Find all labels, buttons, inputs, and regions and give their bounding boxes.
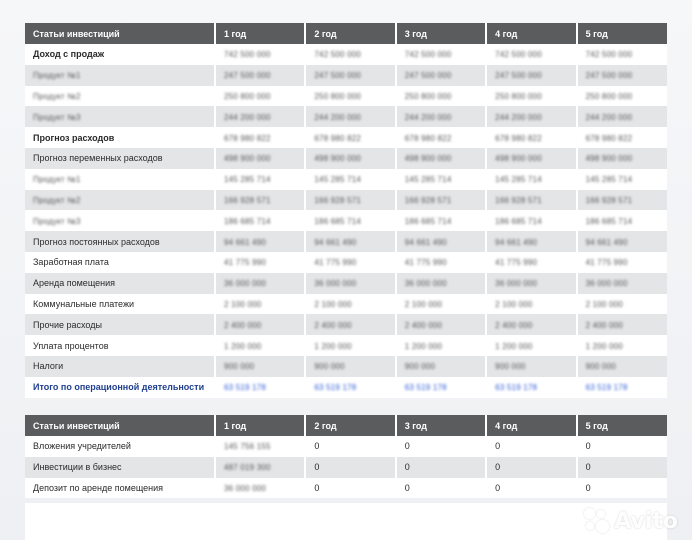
row-label — [25, 169, 215, 190]
value-text: 0 — [404, 462, 410, 473]
value-cell — [305, 106, 395, 127]
value-cell — [396, 231, 486, 252]
value-cell — [486, 65, 576, 86]
blurred-value: 166 928 571 — [314, 195, 362, 205]
row-label — [25, 436, 215, 457]
blurred-value: 94 661 490 — [224, 237, 267, 247]
value-cell — [305, 294, 395, 315]
value-cell — [305, 335, 395, 356]
blurred-value: 41 775 990 — [585, 258, 628, 268]
blurred-value: 900 000 — [224, 362, 255, 372]
value-cell — [305, 210, 395, 231]
value-cell — [215, 127, 305, 148]
blurred-value: 145 756 155 — [224, 442, 271, 452]
table-row — [25, 231, 667, 252]
value-cell — [396, 65, 486, 86]
value-cell — [577, 44, 667, 65]
value-cell — [215, 436, 305, 457]
value-cell — [215, 169, 305, 190]
value-cell — [577, 294, 667, 315]
value-cell — [215, 44, 305, 65]
blurred-value: 166 928 571 — [585, 195, 633, 205]
table-row — [25, 377, 667, 398]
blurred-value: 678 980 822 — [404, 133, 452, 143]
table-row — [25, 436, 667, 457]
value-cell — [577, 231, 667, 252]
value-cell — [305, 273, 395, 294]
value-cell — [486, 252, 576, 273]
table-row — [25, 44, 667, 65]
row-label — [25, 478, 215, 499]
value-cell — [305, 252, 395, 273]
row-label — [25, 106, 215, 127]
value-text: 0 — [314, 441, 320, 452]
blurred-value: 742 500 000 — [224, 50, 271, 60]
row-label — [25, 377, 215, 398]
value-cell — [577, 127, 667, 148]
value-cell — [215, 314, 305, 335]
blurred-value: 247 500 000 — [224, 71, 271, 81]
blurred-value: 41 775 990 — [314, 258, 357, 268]
blurred-value: 498 900 000 — [585, 154, 633, 164]
value-cell — [486, 436, 576, 457]
header-cell: 5 год — [577, 23, 667, 44]
blurred-value: 498 900 000 — [495, 154, 542, 164]
blurred-value: 498 900 000 — [224, 154, 271, 164]
blurred-value: 94 661 490 — [495, 237, 538, 247]
value-cell — [396, 127, 486, 148]
blurred-value: 145 285 714 — [404, 175, 452, 185]
value-cell — [486, 106, 576, 127]
header-cell: 4 год — [486, 415, 576, 436]
value-cell — [486, 273, 576, 294]
value-text: 0 — [495, 441, 501, 452]
row-label-text: Продукт №3 — [33, 216, 81, 226]
value-cell — [396, 335, 486, 356]
value-cell — [305, 148, 395, 169]
blurred-value: 63 519 178 — [314, 383, 357, 393]
header-cell: 2 год — [305, 415, 395, 436]
row-label-text: Доход с продаж — [33, 49, 105, 60]
blurred-value: 166 928 571 — [224, 195, 271, 205]
table-row — [25, 294, 667, 315]
row-label-text: Продукт №3 — [33, 112, 81, 122]
value-cell — [396, 169, 486, 190]
value-cell — [396, 44, 486, 65]
value-cell — [396, 86, 486, 107]
value-cell — [486, 457, 576, 478]
header-cell: Статьи инвестиций — [25, 23, 215, 44]
value-cell — [396, 106, 486, 127]
blurred-value: 244 200 000 — [314, 112, 362, 122]
blurred-value: 2 400 000 — [224, 320, 262, 330]
value-cell — [215, 457, 305, 478]
row-label — [25, 294, 215, 315]
header-cell: 2 год — [305, 23, 395, 44]
value-cell — [486, 356, 576, 377]
value-cell — [577, 106, 667, 127]
blurred-value: 900 000 — [404, 362, 436, 372]
blurred-value: 1 200 000 — [224, 341, 262, 351]
row-label — [25, 457, 215, 478]
blurred-value: 244 200 000 — [404, 112, 452, 122]
row-label-text: Прочие расходы — [33, 319, 102, 330]
value-cell — [305, 65, 395, 86]
blurred-value: 247 500 000 — [404, 71, 452, 81]
blurred-value: 678 980 822 — [314, 133, 362, 143]
value-cell — [305, 436, 395, 457]
row-label-text: Продукт №1 — [33, 175, 81, 185]
value-cell — [305, 190, 395, 211]
table-row — [25, 65, 667, 86]
value-cell — [396, 190, 486, 211]
row-label-text: Аренда помещения — [33, 278, 115, 289]
row-label — [25, 65, 215, 86]
row-label — [25, 44, 215, 65]
blurred-value: 678 980 822 — [224, 133, 271, 143]
value-text: 0 — [495, 482, 501, 493]
value-text: 0 — [585, 482, 591, 493]
value-cell — [305, 127, 395, 148]
blurred-value: 498 900 000 — [314, 154, 362, 164]
value-cell — [396, 252, 486, 273]
value-text: 0 — [585, 462, 591, 473]
watermark-text: Avito — [614, 508, 678, 534]
row-label-text: Депозит по аренде помещения — [33, 482, 164, 493]
header-cell: 1 год — [215, 415, 305, 436]
blurred-value: 36 000 000 — [585, 279, 628, 289]
blurred-value: 186 685 714 — [404, 216, 452, 226]
value-cell — [486, 294, 576, 315]
value-cell — [396, 273, 486, 294]
value-cell — [215, 252, 305, 273]
blurred-value: 487 019 300 — [224, 463, 271, 473]
blurred-value: 186 685 714 — [495, 216, 542, 226]
value-text: 0 — [585, 441, 591, 452]
avito-watermark — [584, 508, 678, 534]
row-label — [25, 314, 215, 335]
operating-forecast-body — [25, 44, 667, 398]
blurred-value: 36 000 000 — [404, 279, 447, 289]
header-cell: Статьи инвестиций — [25, 415, 215, 436]
value-cell — [396, 436, 486, 457]
blurred-value: 742 500 000 — [404, 50, 452, 60]
row-label-text: Продукт №2 — [33, 195, 81, 205]
blurred-value: 2 100 000 — [314, 299, 352, 309]
value-cell — [486, 210, 576, 231]
row-label — [25, 231, 215, 252]
value-cell — [486, 44, 576, 65]
value-cell — [486, 148, 576, 169]
value-cell — [577, 273, 667, 294]
value-cell — [396, 377, 486, 398]
value-cell — [577, 252, 667, 273]
value-text: 0 — [495, 462, 501, 473]
blurred-value: 244 200 000 — [585, 112, 633, 122]
row-label — [25, 86, 215, 107]
table-row — [25, 127, 667, 148]
table-row — [25, 478, 667, 499]
row-label-text: Продукт №2 — [33, 91, 81, 101]
blank-area — [25, 503, 667, 540]
value-cell — [486, 314, 576, 335]
blurred-value: 145 285 714 — [314, 175, 362, 185]
value-cell — [577, 377, 667, 398]
row-label — [25, 127, 215, 148]
blurred-value: 41 775 990 — [495, 258, 538, 268]
blurred-value: 41 775 990 — [224, 258, 267, 268]
blurred-value: 36 000 000 — [314, 279, 357, 289]
value-cell — [305, 356, 395, 377]
row-label — [25, 148, 215, 169]
blurred-value: 63 519 178 — [585, 383, 628, 393]
blurred-value: 94 661 490 — [314, 237, 357, 247]
blurred-value: 41 775 990 — [404, 258, 447, 268]
blurred-value: 63 519 178 — [404, 383, 447, 393]
row-label-text: Вложения учредителей — [33, 441, 131, 452]
value-cell — [305, 478, 395, 499]
table-header-row — [25, 415, 667, 436]
table-header-row — [25, 23, 667, 44]
blurred-value: 36 000 000 — [224, 279, 267, 289]
blurred-value: 247 500 000 — [314, 71, 362, 81]
blurred-value: 63 519 178 — [495, 383, 538, 393]
row-label — [25, 273, 215, 294]
blurred-value: 2 400 000 — [314, 320, 352, 330]
investments-body — [25, 436, 667, 498]
value-cell — [486, 169, 576, 190]
table-row — [25, 335, 667, 356]
row-label — [25, 335, 215, 356]
value-cell — [305, 231, 395, 252]
value-cell — [577, 436, 667, 457]
row-label-text: Продукт №1 — [33, 71, 81, 81]
blurred-value: 94 661 490 — [404, 237, 447, 247]
row-label-text: Коммунальные платежи — [33, 298, 134, 309]
blurred-value: 2 400 000 — [585, 320, 623, 330]
value-cell — [396, 457, 486, 478]
value-cell — [215, 106, 305, 127]
blurred-value: 498 900 000 — [404, 154, 452, 164]
value-cell — [215, 377, 305, 398]
value-cell — [396, 314, 486, 335]
value-cell — [486, 478, 576, 499]
blurred-value: 145 285 714 — [224, 175, 271, 185]
blurred-value: 145 285 714 — [495, 175, 542, 185]
row-label — [25, 252, 215, 273]
value-cell — [486, 86, 576, 107]
blurred-value: 2 100 000 — [404, 299, 443, 309]
value-cell — [215, 273, 305, 294]
value-cell — [486, 231, 576, 252]
blurred-value: 2 100 000 — [585, 299, 623, 309]
header-cell: 3 год — [396, 415, 486, 436]
value-text: 0 — [404, 482, 410, 493]
blurred-value: 166 928 571 — [495, 195, 542, 205]
value-cell — [215, 478, 305, 499]
blurred-value: 2 100 000 — [224, 299, 262, 309]
blurred-value: 742 500 000 — [314, 50, 362, 60]
blurred-value: 2 400 000 — [495, 320, 533, 330]
table-row — [25, 457, 667, 478]
value-cell — [396, 148, 486, 169]
blurred-value: 63 519 178 — [224, 383, 267, 393]
row-label-text: Инвестиции в бизнес — [33, 462, 122, 473]
value-cell — [305, 377, 395, 398]
value-cell — [577, 169, 667, 190]
value-text: 0 — [314, 462, 320, 473]
blurred-value: 742 500 000 — [585, 50, 633, 60]
value-cell — [396, 478, 486, 499]
blurred-value: 186 685 714 — [585, 216, 633, 226]
value-cell — [577, 210, 667, 231]
blurred-value: 36 000 000 — [495, 279, 538, 289]
table-row — [25, 190, 667, 211]
table-row — [25, 252, 667, 273]
blurred-value: 244 200 000 — [224, 112, 271, 122]
blurred-value: 2 400 000 — [404, 320, 443, 330]
blurred-value: 1 200 000 — [495, 341, 533, 351]
table-row — [25, 210, 667, 231]
row-label-text: Итого по операционной деятельности — [33, 382, 205, 393]
blurred-value: 1 200 000 — [585, 341, 623, 351]
blurred-value: 900 000 — [314, 362, 345, 372]
value-cell — [215, 190, 305, 211]
value-cell — [486, 190, 576, 211]
blurred-value: 250 800 000 — [224, 91, 271, 101]
value-cell — [577, 478, 667, 499]
row-label — [25, 356, 215, 377]
value-cell — [577, 148, 667, 169]
value-cell — [577, 457, 667, 478]
blurred-value: 250 800 000 — [314, 91, 362, 101]
blurred-value: 250 800 000 — [404, 91, 452, 101]
value-text: 0 — [314, 482, 320, 493]
row-label-text: Прогноз постоянных расходов — [33, 236, 160, 247]
row-label-text: Прогноз переменных расходов — [33, 153, 163, 164]
value-cell — [215, 294, 305, 315]
row-label-text: Налоги — [33, 361, 64, 372]
value-cell — [215, 231, 305, 252]
header-cell: 3 год — [396, 23, 486, 44]
blurred-value: 94 661 490 — [585, 237, 628, 247]
blurred-value: 186 685 714 — [314, 216, 362, 226]
blurred-value: 36 000 000 — [224, 483, 267, 493]
value-cell — [577, 314, 667, 335]
blurred-value: 900 000 — [495, 362, 526, 372]
table-row — [25, 169, 667, 190]
value-cell — [305, 86, 395, 107]
header-cell: 1 год — [215, 23, 305, 44]
investments-table — [25, 415, 667, 498]
blurred-value: 244 200 000 — [495, 112, 542, 122]
table-row — [25, 106, 667, 127]
value-cell — [486, 377, 576, 398]
value-cell — [577, 356, 667, 377]
value-text: 0 — [404, 441, 410, 452]
value-cell — [305, 314, 395, 335]
value-cell — [396, 210, 486, 231]
value-cell — [577, 190, 667, 211]
value-cell — [577, 86, 667, 107]
avito-logo-icon — [584, 508, 610, 534]
header-cell: 4 год — [486, 23, 576, 44]
blurred-value: 166 928 571 — [404, 195, 452, 205]
value-cell — [305, 44, 395, 65]
value-cell — [215, 86, 305, 107]
value-cell — [396, 356, 486, 377]
value-cell — [305, 457, 395, 478]
value-cell — [486, 127, 576, 148]
value-cell — [215, 148, 305, 169]
row-label — [25, 190, 215, 211]
table-row — [25, 86, 667, 107]
blurred-value: 1 200 000 — [404, 341, 443, 351]
value-cell — [305, 169, 395, 190]
blurred-value: 900 000 — [585, 362, 616, 372]
row-label-text: Уплата процентов — [33, 340, 109, 351]
table-row — [25, 314, 667, 335]
blurred-value: 186 685 714 — [224, 216, 271, 226]
table-row — [25, 273, 667, 294]
blurred-value: 250 800 000 — [495, 91, 542, 101]
operating-forecast-table — [25, 23, 667, 398]
row-label-text: Заработная плата — [33, 257, 109, 268]
table-row — [25, 356, 667, 377]
value-cell — [215, 335, 305, 356]
blurred-value: 247 500 000 — [585, 71, 633, 81]
value-cell — [577, 65, 667, 86]
row-label — [25, 210, 215, 231]
value-cell — [577, 335, 667, 356]
blurred-value: 145 285 714 — [585, 175, 633, 185]
blurred-value: 250 800 000 — [585, 91, 633, 101]
blurred-value: 1 200 000 — [314, 341, 352, 351]
value-cell — [396, 294, 486, 315]
table-row — [25, 148, 667, 169]
header-cell: 5 год — [577, 415, 667, 436]
blurred-value: 2 100 000 — [495, 299, 533, 309]
blurred-value: 247 500 000 — [495, 71, 542, 81]
blurred-value: 678 980 822 — [495, 133, 542, 143]
value-cell — [486, 335, 576, 356]
blurred-value: 742 500 000 — [495, 50, 542, 60]
value-cell — [215, 356, 305, 377]
blurred-value: 678 980 822 — [585, 133, 633, 143]
row-label-text: Прогноз расходов — [33, 132, 115, 143]
value-cell — [215, 210, 305, 231]
value-cell — [215, 65, 305, 86]
